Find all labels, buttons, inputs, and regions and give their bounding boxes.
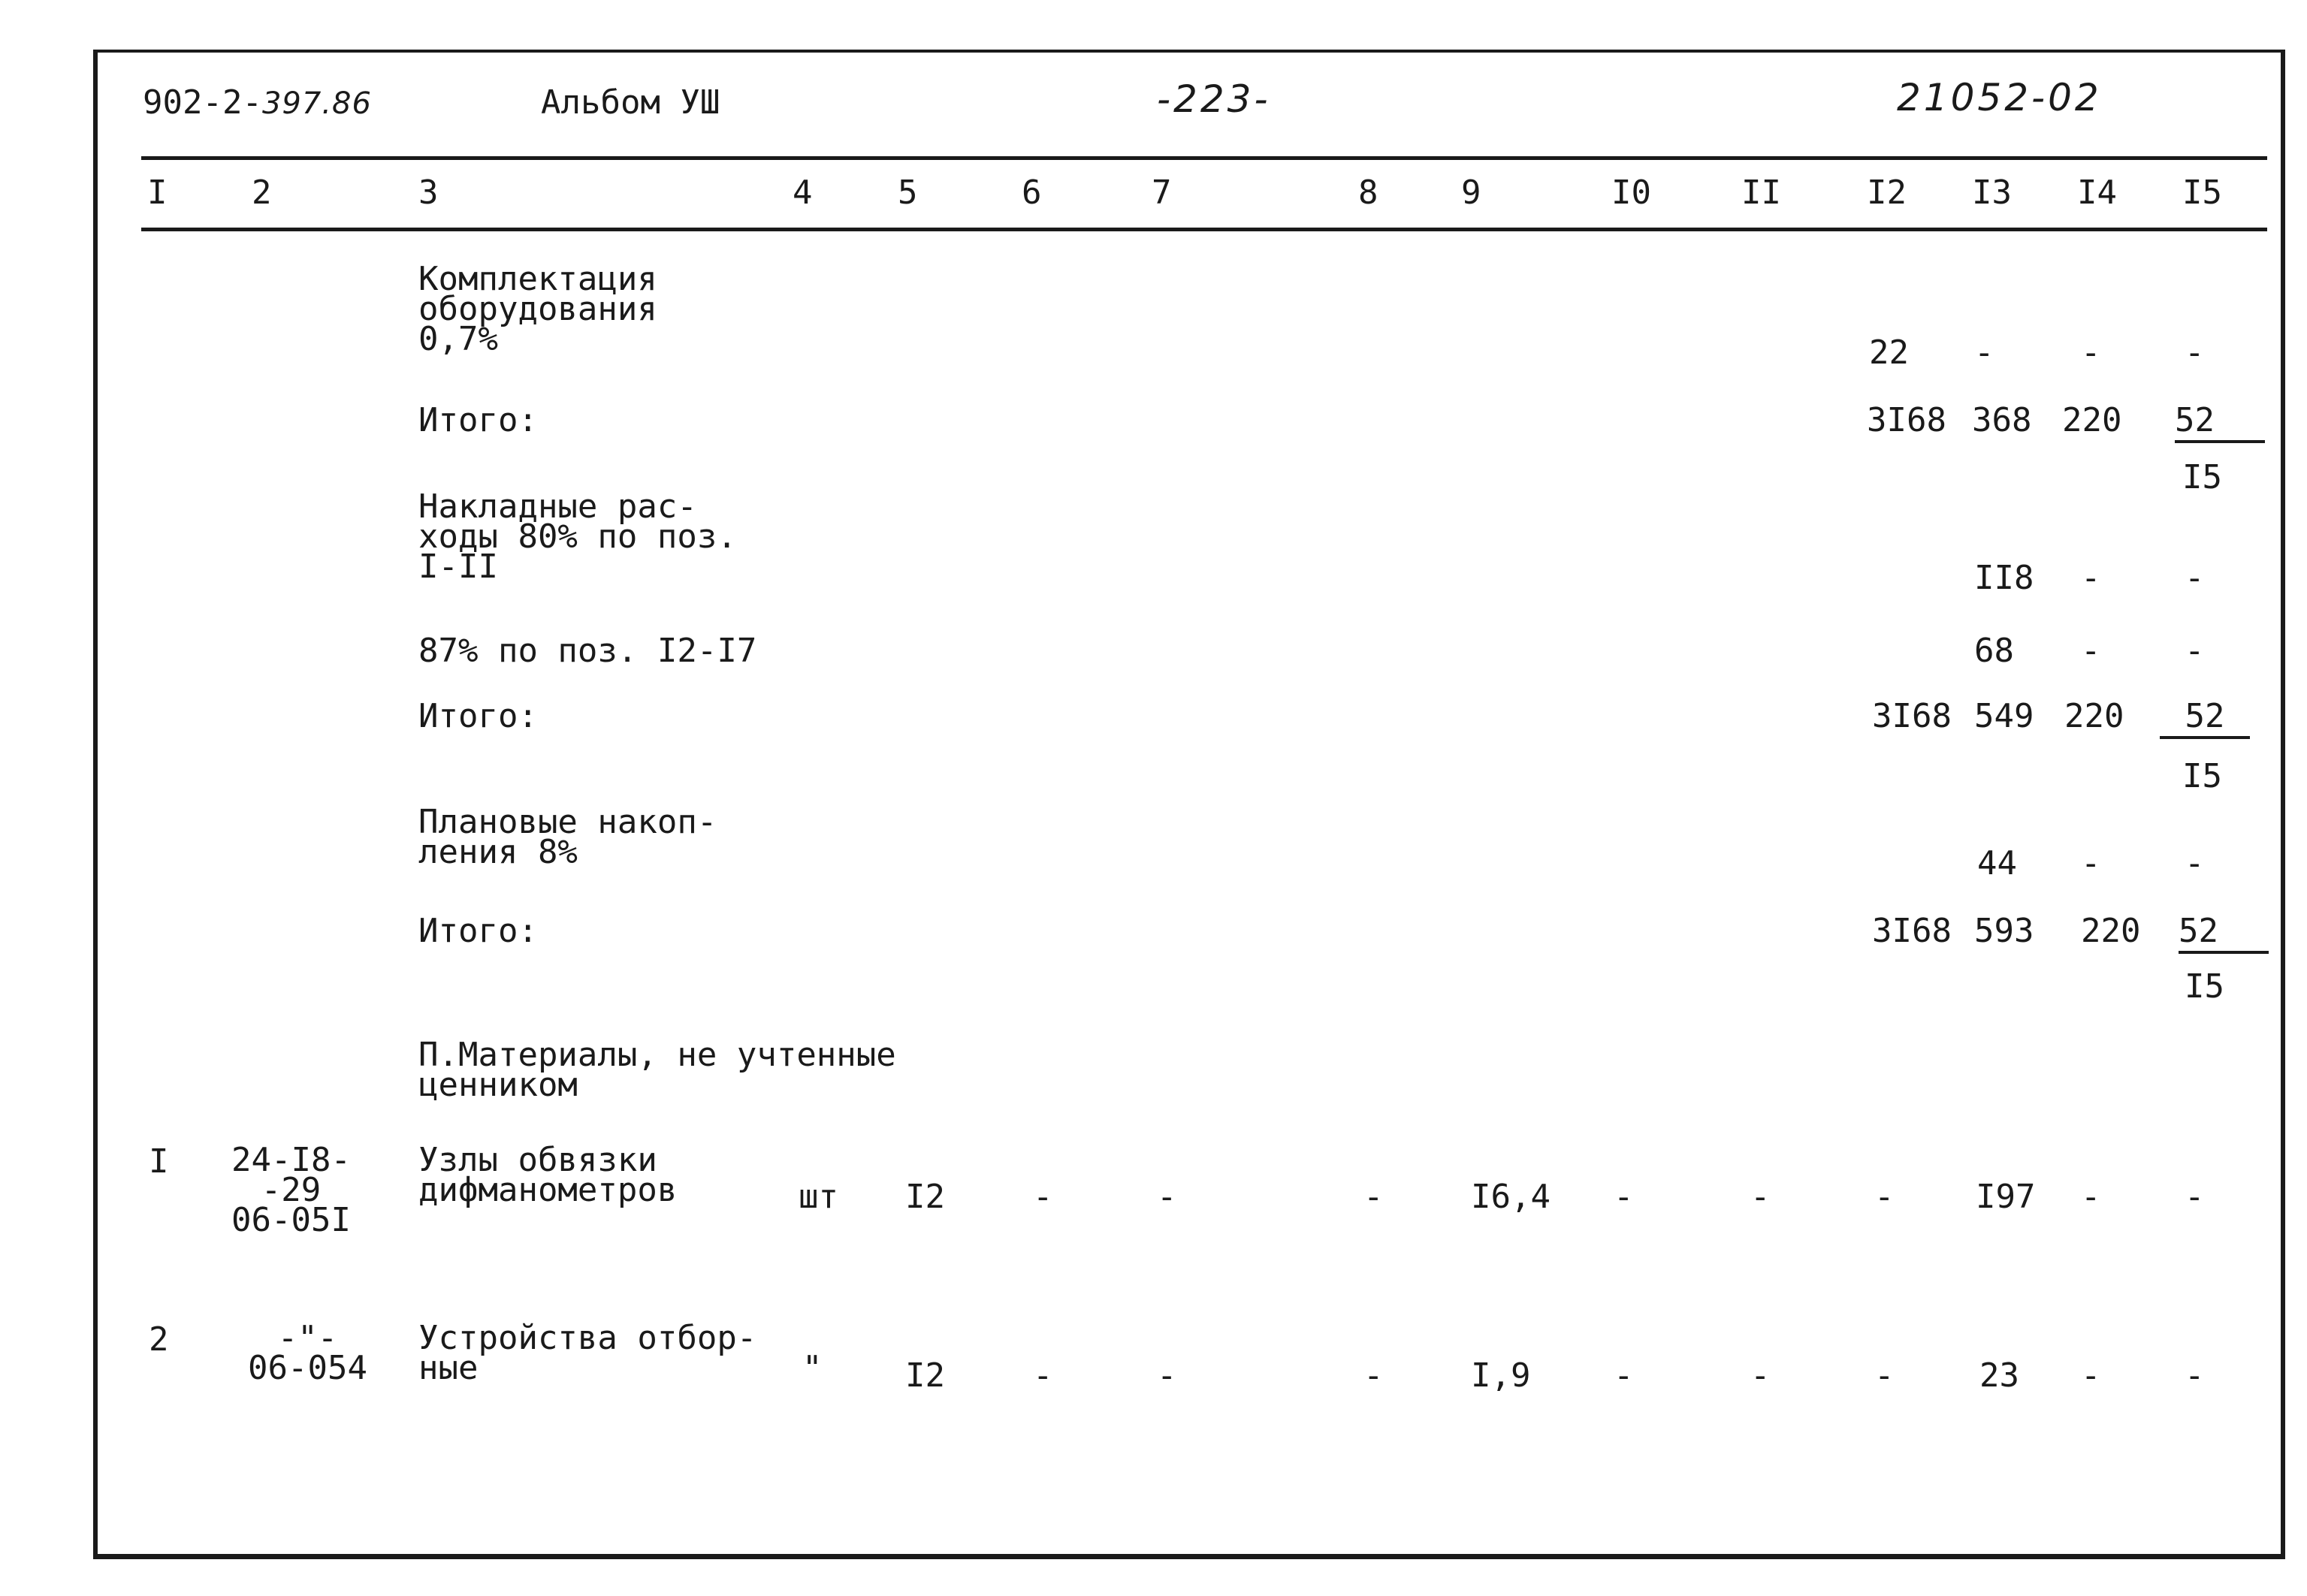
cell-c14: - xyxy=(2081,333,2101,372)
cell-c2: -"- 06-054 xyxy=(248,1319,367,1387)
column-number: I5 xyxy=(2182,173,2222,212)
cell-c14: 220 xyxy=(2064,697,2124,735)
column-number: 6 xyxy=(1022,173,1042,212)
cell-c15-numerator: 52 xyxy=(2175,404,2265,443)
row-description: Итого: xyxy=(418,912,538,950)
cell-c7: - xyxy=(1157,1356,1177,1395)
cell-c12: 3I68 xyxy=(1872,912,1952,950)
cell-c14: - xyxy=(2081,1356,2101,1395)
cell-c12: 3I68 xyxy=(1867,401,1946,439)
column-number: I4 xyxy=(2077,173,2117,212)
cell-c9: I,9 xyxy=(1471,1356,1531,1395)
cell-c12: - xyxy=(1874,1356,1895,1395)
cell-c14: - xyxy=(2081,1178,2101,1216)
cell-c14: - xyxy=(2081,844,2101,882)
column-number: I2 xyxy=(1867,173,1907,212)
cell-c15: - xyxy=(2185,1178,2205,1216)
column-number: I0 xyxy=(1611,173,1651,212)
cell-c15-numerator: 52 xyxy=(2179,915,2269,954)
cell-c13: 549 xyxy=(1974,697,2034,735)
section-heading-materials: П.Материалы, не учтенные ценником xyxy=(418,1036,896,1104)
cell-c12: 3I68 xyxy=(1872,697,1952,735)
cell-c12: 22 xyxy=(1869,333,1909,372)
cell-c14: 220 xyxy=(2081,912,2141,950)
cell-c13: II8 xyxy=(1974,559,2034,597)
cell-c15-denominator: I5 xyxy=(2182,757,2222,795)
cell-c11: - xyxy=(1750,1178,1771,1216)
row-description: Итого: xyxy=(418,697,538,735)
column-number: I xyxy=(147,173,168,212)
cell-c5: I2 xyxy=(905,1356,945,1395)
cell-c13: 44 xyxy=(1977,844,2017,882)
cell-c15-numerator: 52 xyxy=(2160,700,2250,739)
doc-code-hand: 397.86 xyxy=(261,86,372,121)
column-number: 9 xyxy=(1461,173,1481,212)
cell-c10: - xyxy=(1614,1178,1634,1216)
cell-c3: Устройства отбор- ные xyxy=(418,1319,757,1387)
cell-c9: I6,4 xyxy=(1471,1178,1551,1216)
cell-c15: - xyxy=(2185,1356,2205,1395)
column-number: 5 xyxy=(898,173,918,212)
doc-code xyxy=(143,83,372,122)
cell-c15: - xyxy=(2185,844,2205,882)
cell-c8: - xyxy=(1363,1356,1384,1395)
row-description: 87% по поз. I2-I7 xyxy=(418,632,757,670)
doc-code-prefix: 902-2- xyxy=(143,83,262,122)
cell-c5: I2 xyxy=(905,1178,945,1216)
row-description: Комплектация оборудования 0,7% xyxy=(418,260,657,358)
cell-c3: Узлы обвязки дифманометров xyxy=(418,1141,678,1209)
column-number: 8 xyxy=(1358,173,1378,212)
cell-c11: - xyxy=(1750,1356,1771,1395)
row-description: Итого: xyxy=(418,401,538,439)
column-number: 4 xyxy=(793,173,813,212)
cell-c15: - xyxy=(2185,559,2205,597)
cell-c15: - xyxy=(2185,632,2205,670)
cell-c13: 368 xyxy=(1972,401,2032,439)
cell-c15-denominator: I5 xyxy=(2185,967,2224,1006)
cell-c14: 220 xyxy=(2062,401,2122,439)
row-description: Плановые накоп- ления 8% xyxy=(418,803,717,871)
cell-c7: - xyxy=(1157,1178,1177,1216)
cell-c6: - xyxy=(1033,1178,1053,1216)
cell-c1: I xyxy=(149,1142,169,1181)
cell-c15: - xyxy=(2185,333,2205,372)
cell-c6: - xyxy=(1033,1356,1053,1395)
cell-c13: 593 xyxy=(1974,912,2034,950)
cell-c2: 24-I8- -29 06-05I xyxy=(231,1141,351,1239)
cell-c13: 23 xyxy=(1979,1356,2019,1395)
column-number: II xyxy=(1741,173,1781,212)
cell-c14: - xyxy=(2081,632,2101,670)
album-label: Альбом УШ xyxy=(541,83,720,122)
column-number: 3 xyxy=(418,173,439,212)
page-number: -223- xyxy=(1157,77,1271,121)
cell-c13: 68 xyxy=(1974,632,2014,670)
drawing-number: 21052-02 xyxy=(1897,76,2102,119)
cell-c10: - xyxy=(1614,1356,1634,1395)
cell-c14: - xyxy=(2081,559,2101,597)
cell-c13: - xyxy=(1974,333,1994,372)
cell-c13: I97 xyxy=(1976,1178,2036,1216)
header-rule-bottom xyxy=(141,228,2267,231)
column-number: I3 xyxy=(1972,173,2012,212)
cell-c8: - xyxy=(1363,1178,1384,1216)
header-rule-top xyxy=(141,156,2267,160)
column-number: 7 xyxy=(1152,173,1172,212)
cell-c4: шт xyxy=(799,1178,838,1216)
cell-c12: - xyxy=(1874,1178,1895,1216)
cell-c1: 2 xyxy=(149,1320,169,1359)
cell-c15-denominator: I5 xyxy=(2182,458,2222,496)
cell-c4: " xyxy=(802,1349,823,1387)
column-number: 2 xyxy=(252,173,272,212)
row-description: Накладные рас- ходы 80% по поз. I-II xyxy=(418,487,737,586)
